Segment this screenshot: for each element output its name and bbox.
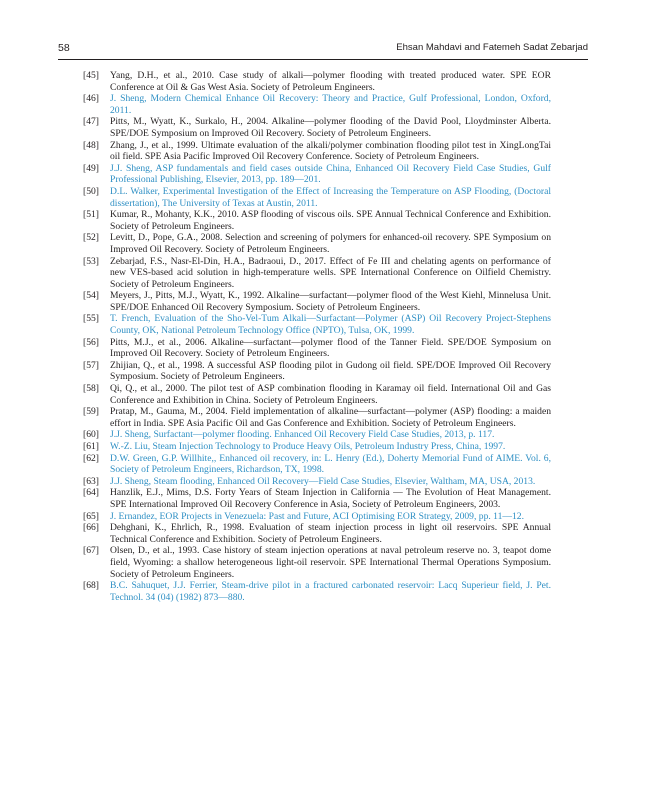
reference-link[interactable]: J. Ernandez, EOR Projects in Venezuela: Past and Future, ACI Optimising EOR Strategy, 2009, pp. 11—12.: [110, 510, 524, 522]
reference-item: [83, 140, 551, 163]
reference-number: [62]: [83, 452, 99, 464]
reference-number: [45]: [83, 70, 99, 81]
reference-text: Olsen, D., et al., 1993. Case history of steam injection operations at naval petroleum reserve no. 3, teapot dome field, Wyoming: a shallow heterogeneous light-oil reservoir. SPE International Thermal Operations Symposium. Society of Petroleum Engineers.: [110, 545, 551, 580]
reference-link[interactable]: J.J. Sheng, Steam flooding, Enhanced Oil Recovery—Field Case Studies, Elsevier, Waltham, MA, USA, 2013.: [110, 475, 536, 487]
reference-number: [51]: [83, 209, 99, 221]
page-number: 58: [58, 42, 70, 54]
running-head: Ehsan Mahdavi and Fatemeh Sadat Zebarjad: [396, 42, 588, 53]
reference-text: Qi, Q., et al., 2000. The pilot test of ASP combination flooding in Karamay oil field. International Oil and Gas Conference and Exhibition in China. Society of Petroleum Engineers.: [110, 383, 551, 406]
reference-number: [47]: [83, 116, 99, 128]
reference-number: [54]: [83, 290, 99, 302]
reference-link[interactable]: B.C. Sahuquet, J.J. Ferrier, Steam-drive pilot in a fractured carbonated reservoir: Lacq Superieur field, J. Pet. Technol. 34 (04) (1982) 873—880.: [110, 580, 551, 603]
reference-link[interactable]: D.W. Green, G.P. Willhite,, Enhanced oil recovery, in: L. Henry (Ed.), Doherty Memorial Fund of AIME. Vol. 6, Society of Petroleum Engineers, Richardson, TX, 1998.: [110, 452, 551, 476]
reference-number: [48]: [83, 139, 99, 151]
reference-link[interactable]: J.J. Sheng, Surfactant—polymer flooding. Enhanced Oil Recovery Field Case Studies, 2013, p. 117.: [110, 429, 495, 441]
reference-number: [58]: [83, 383, 99, 395]
reference-link[interactable]: D.L. Walker, Experimental Investigation of the Effect of Increasing the Temperature on ASP Flooding, (Doctoral dissertation), The University of Texas at Austin, 2011.: [110, 185, 551, 209]
reference-item[interactable]: [83, 476, 551, 488]
reference-item: [83, 70, 551, 93]
reference-item: [83, 232, 551, 255]
reference-item[interactable]: [83, 429, 551, 441]
reference-number: [64]: [83, 487, 99, 499]
reference-number: [63]: [83, 475, 99, 487]
reference-item: [83, 116, 551, 139]
reference-number: [67]: [83, 545, 99, 557]
reference-text: Yang, D.H., et al., 2010. Case study of alkali—polymer flooding with treated produced water. SPE EOR Conference at Oil & Gas West Asia. Society of Petroleum Engineers.: [110, 70, 551, 93]
reference-number: [53]: [83, 255, 99, 267]
page-header: [58, 42, 588, 56]
reference-number: [66]: [83, 522, 99, 534]
reference-link[interactable]: T. French, Evaluation of the Sho-Vel-Tum Alkali—Surfactant—Polymer (ASP) Oil Recovery Project-Stephens County, OK, National Petroleum Technology Office (NPTO), Tulsa, OK, 1999.: [110, 313, 551, 337]
reference-item[interactable]: [83, 453, 551, 476]
reference-item: [83, 209, 551, 232]
reference-text: Zebarjad, F.S., Nasr-El-Din, H.A., Badraoui, D., 2017. Effect of Fe III and chelating agents on performance of new VES-based acid solution in high-temperature wells. SPE International Conference on Oilfield Chemistry. Society of Petroleum Engineers.: [110, 255, 551, 290]
reference-text: Kumar, R., Mohanty, K.K., 2010. ASP flooding of viscous oils. SPE Annual Technical Conference and Exhibition. Society of Petroleum Engineers.: [110, 209, 551, 232]
reference-number: [57]: [83, 359, 99, 371]
reference-text: Pratap, M., Gauma, M., 2004. Field implementation of alkaline—surfactant—polymer (ASP) flooding: a maiden effort in India. SPE Asia Pacific Oil and Gas Conference and Exhibition. Society of Petroleum Engineers.: [110, 406, 551, 429]
reference-item[interactable]: [83, 511, 551, 523]
reference-item: [83, 383, 551, 406]
reference-number: [52]: [83, 232, 99, 244]
reference-number: [68]: [83, 580, 99, 592]
reference-item[interactable]: [83, 313, 551, 336]
reference-number: [60]: [83, 429, 99, 441]
reference-text: Pitts, M.J., et al., 2006. Alkaline—surfactant—polymer flood of the Tanner Field. SPE/DOE Symposium on Improved Oil Recovery. Society of Petroleum Engineers.: [110, 336, 551, 360]
reference-item[interactable]: [83, 441, 551, 453]
reference-number: [59]: [83, 406, 99, 418]
reference-number: [50]: [83, 185, 99, 197]
reference-item: [83, 360, 551, 383]
reference-item: [83, 290, 551, 313]
reference-item: [83, 256, 551, 291]
reference-number: [49]: [83, 162, 99, 174]
reference-item[interactable]: [83, 93, 551, 116]
reference-link[interactable]: J. Sheng, Modern Chemical Enhance Oil Recovery: Theory and Practice, Gulf Professional, London, Oxford, 2011.: [110, 93, 551, 116]
reference-number: [46]: [83, 93, 99, 105]
reference-link[interactable]: J.J. Sheng, ASP fundamentals and field cases outside China, Enhanced Oil Recovery Field Case Studies, Gulf Professional Publishing, Elsevier, 2013, pp. 189—201.: [110, 162, 551, 186]
reference-text: Dehghani, K., Ehrlich, R., 1998. Evaluation of steam injection process in light oil reservoirs. SPE Annual Technical Conference and Exhibition. Society of Petroleum Engineers.: [110, 522, 551, 545]
reference-text: Zhang, J., et al., 1999. Ultimate evaluation of the alkali/polymer combination flooding pilot test in XingLongTai oil field. SPE Asia Pacific Improved Oil Recovery Conference. Society of Petroleum Engineers.: [110, 139, 551, 163]
reference-item[interactable]: [83, 580, 551, 603]
reference-item: [83, 522, 551, 545]
reference-text: Pitts, M., Wyatt, K., Surkalo, H., 2004. Alkaline—polymer flooding of the David Pool, Lloydminster Alberta. SPE/DOE Symposium on Improved Oil Recovery. Society of Petroleum Engineers.: [110, 116, 551, 139]
reference-text: Zhijian, Q., et al., 1998. A successful ASP flooding pilot in Gudong oil field. SPE/DOE Improved Oil Recovery Symposium. Society of Petroleum Engineers.: [110, 359, 551, 383]
reference-item[interactable]: [83, 163, 551, 186]
reference-text: Meyers, J., Pitts, M.J., Wyatt, K., 1992. Alkaline—surfactant—polymer flood of the West Kiehl, Minnelusa Unit. SPE/DOE Enhanced Oil Recovery Symposium. Society of Petroleum Engineers.: [110, 290, 551, 313]
reference-link[interactable]: W.-Z. Liu, Steam Injection Technology to Produce Heavy Oils, Petroleum Industry Press, China, 1997.: [110, 441, 506, 452]
reference-number: [55]: [83, 313, 99, 325]
header-rule: [58, 59, 588, 60]
reference-number: [56]: [83, 336, 99, 348]
reference-item[interactable]: [83, 186, 551, 209]
reference-text: Hanzlik, E.J., Mims, D.S. Forty Years of Steam Injection in California — The Evolution of Heat Management. SPE International Improved Oil Recovery Conference in Asia, Society of Petroleum Engineers, 2003.: [110, 487, 551, 510]
reference-item: [83, 545, 551, 580]
reference-item: [83, 337, 551, 360]
reference-list: [83, 70, 551, 603]
reference-text: Levitt, D., Pope, G.A., 2008. Selection and screening of polymers for enhanced-oil recovery. SPE Symposium on Improved Oil Recovery. Society of Petroleum Engineers.: [110, 232, 551, 255]
reference-number: [65]: [83, 510, 99, 522]
reference-item: [83, 487, 551, 510]
reference-item: [83, 406, 551, 429]
reference-number: [61]: [83, 441, 99, 452]
